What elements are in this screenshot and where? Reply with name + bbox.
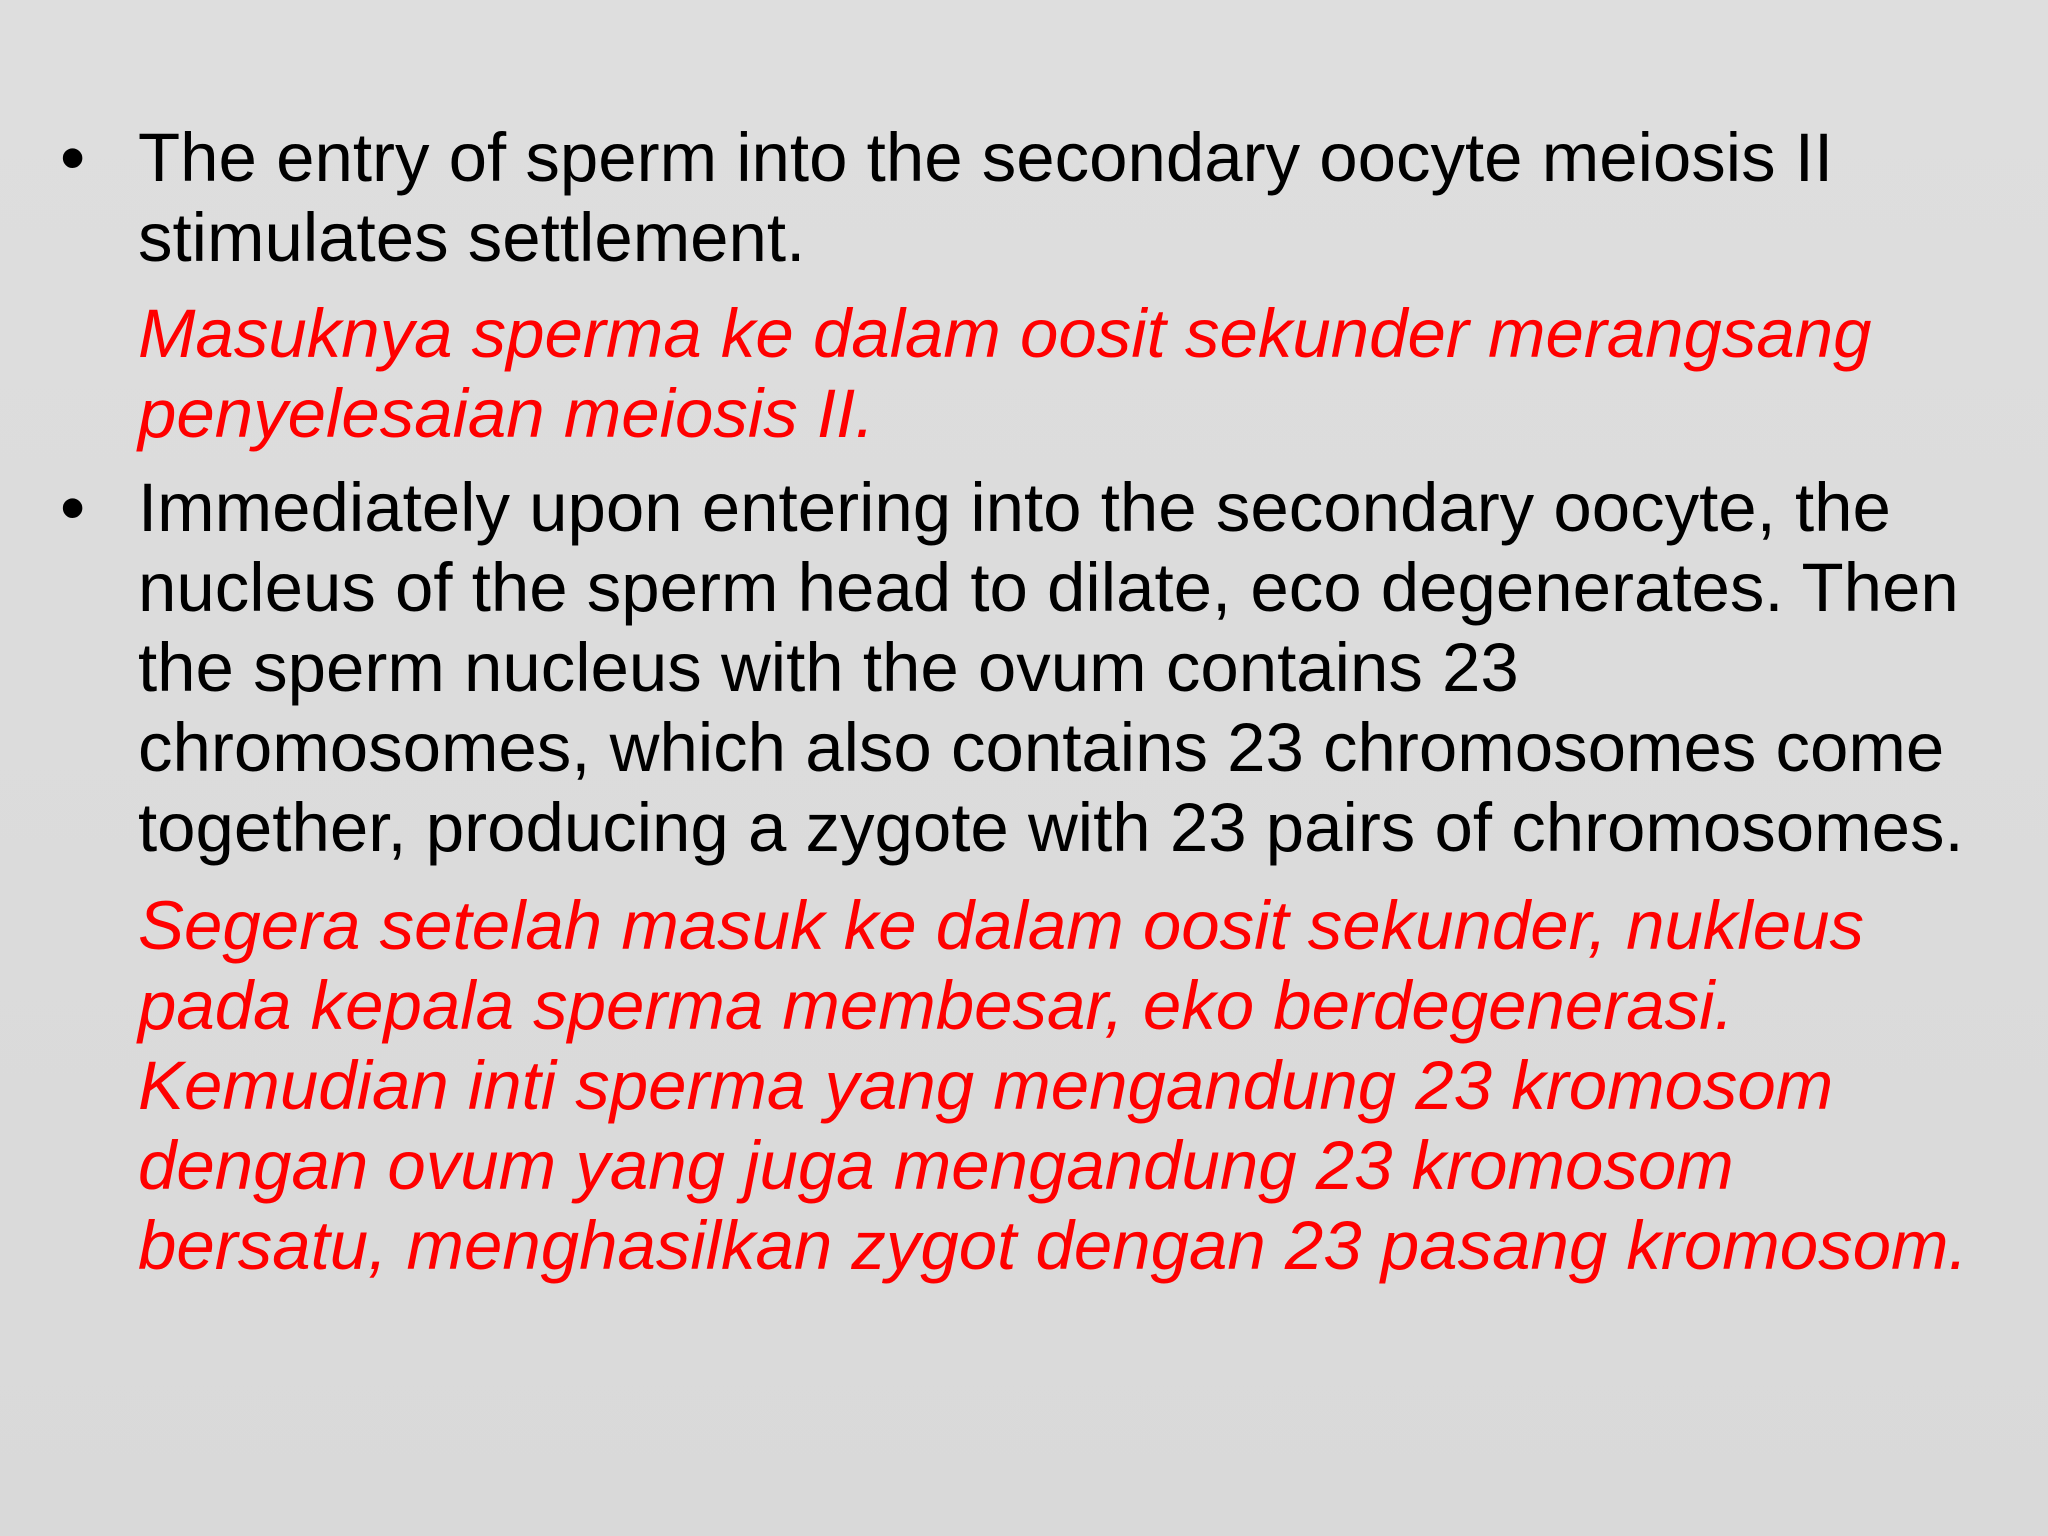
bullet-marker: • — [60, 118, 86, 198]
indonesian-translation: Masuknya sperma ke dalam oosit sekunder merangsang penyelesaian meiosis II. — [138, 295, 1872, 452]
bullet-item-2 — [0, 468, 2048, 1286]
indonesian-translation: Segera setelah masuk ke dalam oosit sekunder, nukleus pada kepala sperma membesar, eko berdegenerasi. Kemudian inti sperma yang mengandung 23 kromosom dengan ovum yang juga mengandung 23 kromosom bersatu, menghasilkan zygot dengan 23 pasang kromosom. — [138, 887, 1968, 1284]
slide-content — [0, 118, 2048, 1286]
bullet-marker: • — [60, 468, 86, 548]
bullet-item-1 — [0, 118, 2048, 454]
english-text: Immediately upon entering into the secondary oocyte, the nucleus of the sperm head to dilate, eco degenerates. Then the sperm nucleus with the ovum contains 23 chromosomes, which also contains 23 chromosomes come together, producing a zygote with 23 pairs of chromosomes. — [138, 469, 1964, 866]
english-text: The entry of sperm into the secondary oocyte meiosis II stimulates settlement. — [138, 119, 1834, 276]
